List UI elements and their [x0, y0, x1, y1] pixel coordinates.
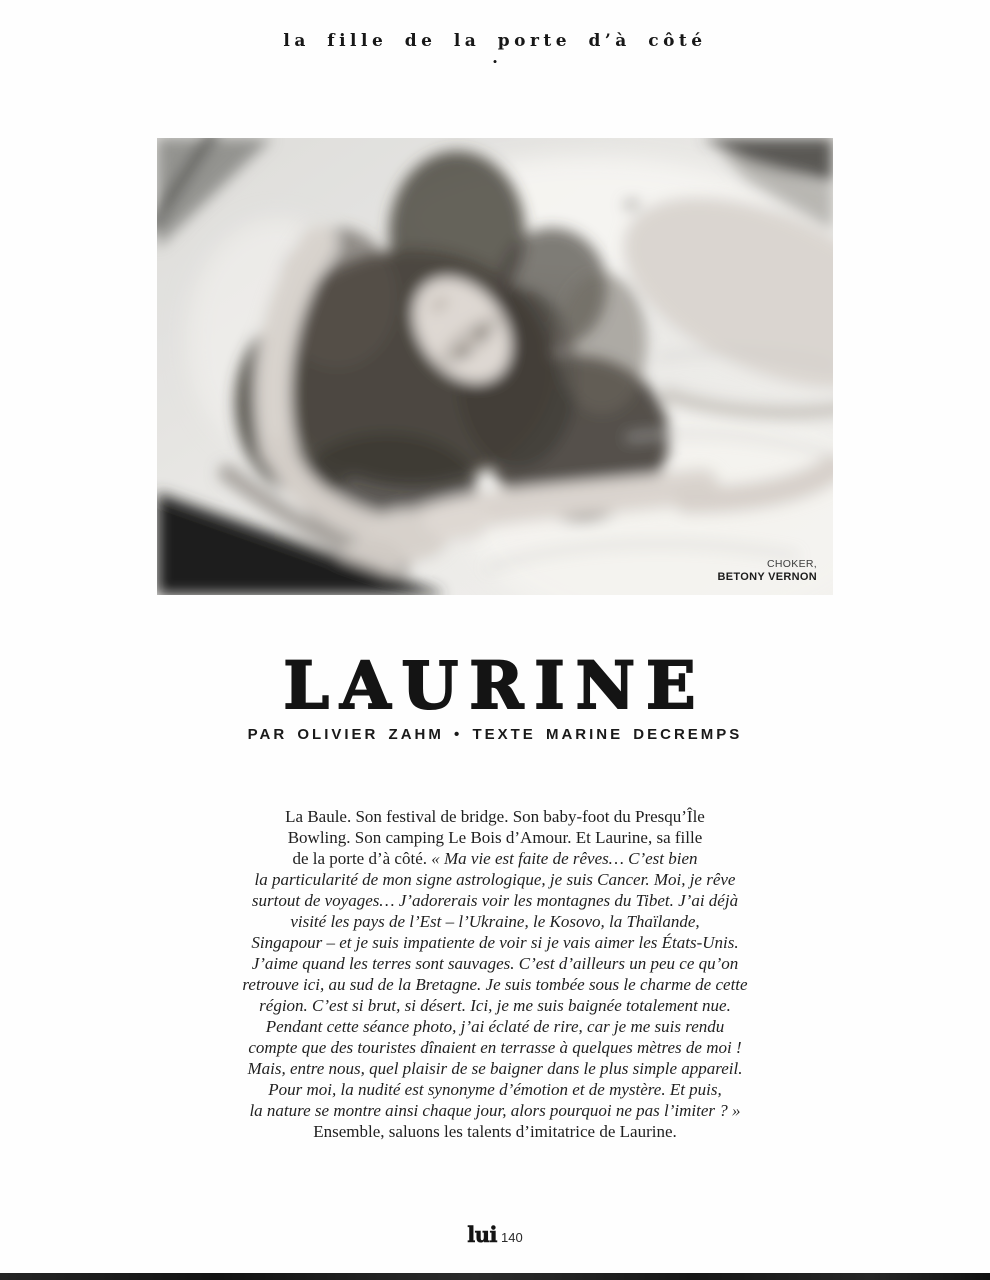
body-line: visité les pays de l’Est – l’Ukraine, le Kosovo, la Thaïlande,: [290, 912, 700, 931]
body-line: région. C’est si brut, si désert. Ici, je me suis baignée totalement nue.: [259, 996, 731, 1015]
body-line: Pour moi, la nudité est synonyme d’émotion et de mystère. Et puis,: [268, 1080, 722, 1099]
kicker-bullet: •: [492, 54, 498, 69]
article-body: [195, 806, 795, 1142]
body-line: J’aime quand les terres sont sauvages. C’est d’ailleurs un peu ce qu’on: [251, 954, 739, 973]
page-footer: [0, 1222, 990, 1247]
header-kicker: la fille de la porte d’à côté: [283, 31, 707, 51]
article-title: LAURINE: [283, 648, 707, 724]
body-line: Ensemble, saluons les talents d’imitatrice de Laurine.: [313, 1122, 677, 1141]
body-line: la particularité de mon signe astrologique, je suis Cancer. Moi, je rêve: [254, 870, 736, 889]
hero-photo-art: [157, 138, 833, 595]
body-line: de la porte d’à côté. « Ma vie est faite de rêves… C’est bien: [292, 849, 698, 868]
body-line: La Baule. Son festival de bridge. Son baby-foot du Presqu’Île: [285, 807, 705, 826]
body-line: retrouve ici, au sud de la Bretagne. Je suis tombée sous le charme de cette: [242, 975, 748, 994]
magazine-logo: lui: [467, 1222, 498, 1247]
body-line: la nature se montre ainsi chaque jour, alors pourquoi ne pas l’imiter ? »: [249, 1101, 741, 1120]
photo-credit: [718, 558, 817, 584]
hero-photo: [157, 138, 833, 595]
body-line: Singapour – et je suis impatiente de voir si je vais aimer les États-Unis.: [251, 933, 739, 952]
body-line: surtout de voyages… J’adorerais voir les montagnes du Tibet. J’ai déjà: [251, 891, 739, 910]
photo-credit-item: CHOKER,: [767, 558, 817, 570]
photo-credit-designer: BETONY VERNON: [717, 571, 817, 583]
page-number: 140: [501, 1230, 523, 1245]
article-byline: PAR OLIVIER ZAHM • TEXTE MARINE DECREMPS: [247, 726, 743, 743]
body-line: Mais, entre nous, quel plaisir de se baigner dans le plus simple appareil.: [247, 1059, 743, 1078]
body-line: Bowling. Son camping Le Bois d’Amour. Et Laurine, sa fille: [287, 828, 703, 847]
page-edge-bar: [0, 1273, 990, 1280]
body-line: compte que des touristes dînaient en terrasse à quelques mètres de moi !: [248, 1038, 742, 1057]
body-line: Pendant cette séance photo, j’ai éclaté de rire, car je me suis rendu: [265, 1017, 725, 1036]
